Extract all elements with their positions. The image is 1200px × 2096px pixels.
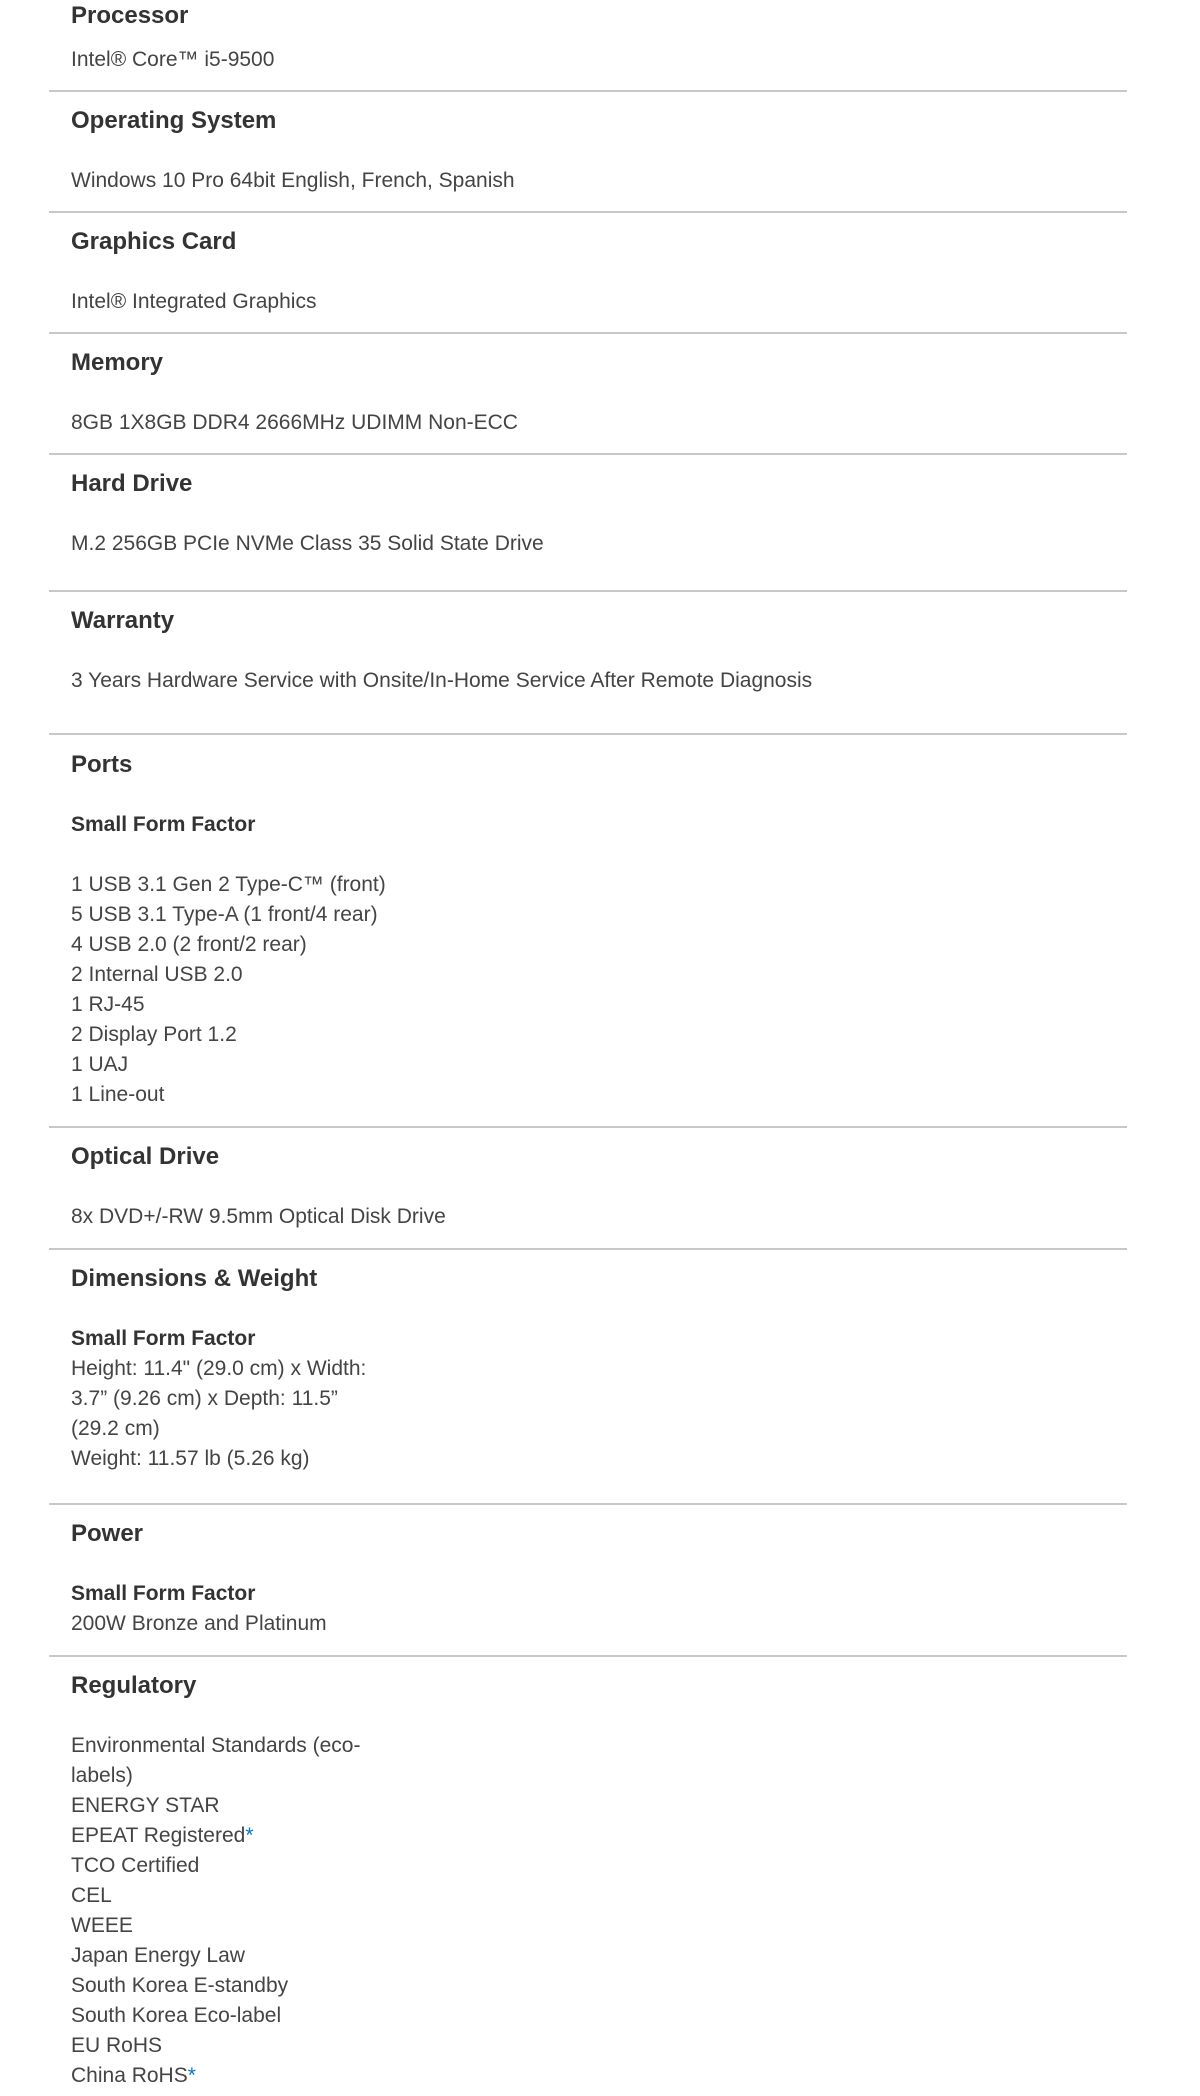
footnote-link[interactable]: * bbox=[245, 1824, 254, 1847]
regulatory-item: CEL bbox=[71, 1884, 112, 1907]
spec-value: 200W Bronze and Platinum bbox=[71, 1612, 327, 1635]
spec-value: 3 Years Hardware Service with Onsite/In-Home Service After Remote Diagnosis bbox=[71, 669, 813, 692]
spec-subtitle: Small Form Factor bbox=[71, 1327, 256, 1350]
spec-title: Regulatory bbox=[71, 1672, 197, 1699]
spec-operating-system bbox=[49, 92, 1127, 213]
footnote-link[interactable]: * bbox=[187, 2064, 196, 2087]
regulatory-item: EU RoHS bbox=[71, 2034, 163, 2057]
spec-title: Power bbox=[71, 1520, 144, 1547]
spec-title: Hard Drive bbox=[71, 470, 193, 497]
spec-title: Ports bbox=[71, 751, 133, 778]
spec-subtitle: Small Form Factor bbox=[71, 813, 256, 836]
spec-title: Optical Drive bbox=[71, 1143, 220, 1170]
spec-value: 8GB 1X8GB DDR4 2666MHz UDIMM Non-ECC bbox=[71, 411, 518, 434]
spec-title: Dimensions & Weight bbox=[71, 1265, 318, 1292]
spec-value: M.2 256GB PCIe NVMe Class 35 Solid State Drive bbox=[71, 532, 544, 555]
spec-graphics-card bbox=[49, 213, 1127, 334]
spec-ports bbox=[49, 735, 1127, 1128]
spec-title: Warranty bbox=[71, 607, 175, 634]
port-item: 4 USB 2.0 (2 front/2 rear) bbox=[71, 933, 307, 956]
spec-title: Memory bbox=[71, 349, 164, 376]
regulatory-item: WEEE bbox=[71, 1914, 133, 1937]
spec-value: Windows 10 Pro 64bit English, French, Spanish bbox=[71, 169, 515, 192]
port-item: 2 Display Port 1.2 bbox=[71, 1023, 237, 1046]
spec-title: Processor bbox=[71, 2, 189, 29]
spec-power bbox=[49, 1505, 1127, 1657]
spec-title: Graphics Card bbox=[71, 228, 237, 255]
spec-memory bbox=[49, 334, 1127, 455]
dimensions-size: Height: 11.4" (29.0 cm) x Width: 3.7” (9.26 cm) x Depth: 11.5” (29.2 cm) bbox=[71, 1357, 367, 1440]
port-item: 2 Internal USB 2.0 bbox=[71, 963, 243, 986]
regulatory-list bbox=[71, 1791, 1127, 2091]
spec-value: Intel® Integrated Graphics bbox=[71, 290, 317, 313]
port-item: 1 RJ-45 bbox=[71, 993, 145, 1016]
tech-specs-list bbox=[49, 0, 1127, 2091]
spec-optical-drive bbox=[49, 1128, 1127, 1250]
regulatory-item: Japan Energy Law bbox=[71, 1944, 245, 1967]
port-item: 1 Line-out bbox=[71, 1083, 165, 1106]
spec-warranty bbox=[49, 592, 1127, 735]
regulatory-item: EPEAT Registered* bbox=[71, 1824, 254, 1847]
spec-value: Intel® Core™ i5-9500 bbox=[71, 48, 275, 71]
port-item: 1 UAJ bbox=[71, 1053, 129, 1076]
ports-list bbox=[71, 870, 1127, 1110]
spec-dimensions-weight bbox=[49, 1250, 1127, 1505]
regulatory-item: TCO Certified bbox=[71, 1854, 200, 1877]
env-standards-label: Environmental Standards (eco-labels) bbox=[71, 1734, 361, 1787]
spec-subtitle: Small Form Factor bbox=[71, 1582, 256, 1605]
dimensions-weight: Weight: 11.57 lb (5.26 kg) bbox=[71, 1447, 310, 1470]
spec-hard-drive bbox=[49, 455, 1127, 592]
regulatory-item: China RoHS* bbox=[71, 2064, 196, 2087]
spec-value: 8x DVD+/-RW 9.5mm Optical Disk Drive bbox=[71, 1205, 446, 1228]
spec-title: Operating System bbox=[71, 107, 277, 134]
regulatory-item: South Korea Eco-label bbox=[71, 2004, 282, 2027]
port-item: 5 USB 3.1 Type-A (1 front/4 rear) bbox=[71, 903, 378, 926]
regulatory-item: ENERGY STAR bbox=[71, 1794, 220, 1817]
regulatory-item: South Korea E-standby bbox=[71, 1974, 289, 1997]
port-item: 1 USB 3.1 Gen 2 Type-C™ (front) bbox=[71, 873, 386, 896]
spec-processor bbox=[49, 0, 1127, 92]
spec-regulatory bbox=[49, 1657, 1127, 2091]
